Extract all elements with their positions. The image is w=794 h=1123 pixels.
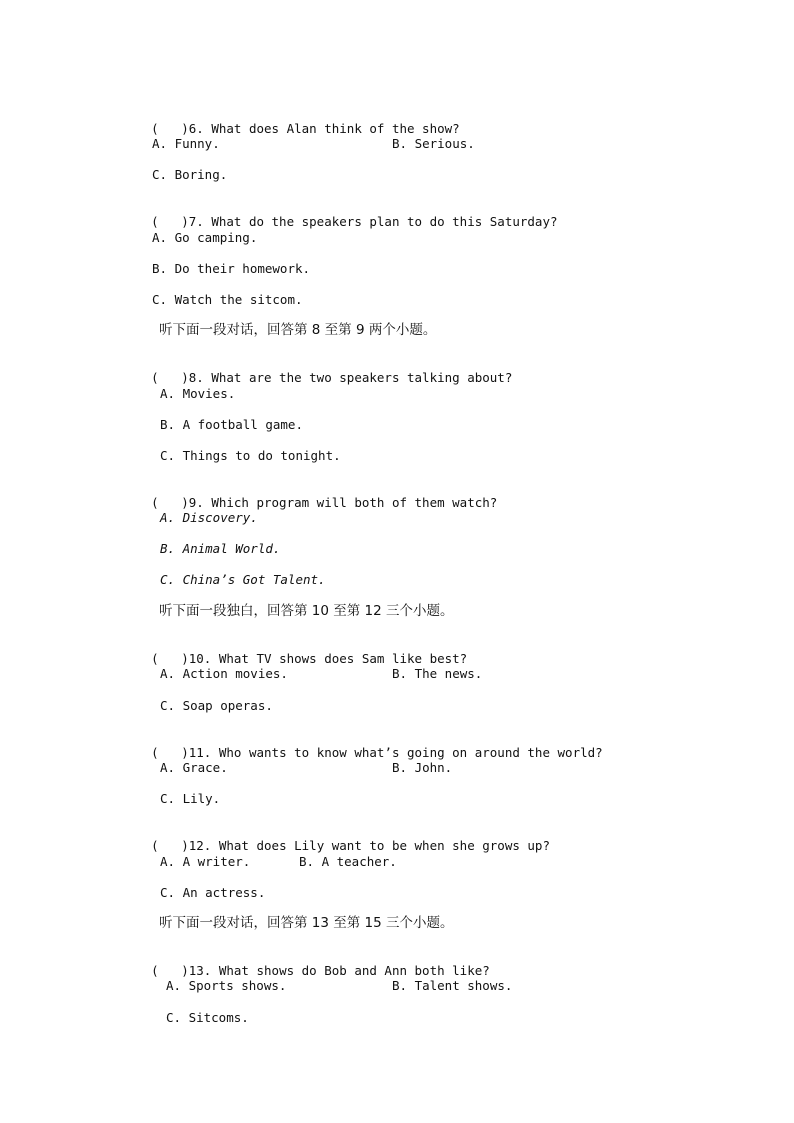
q7-option-c: C. Watch the sitcom.: [152, 292, 303, 307]
question-6-text: What does Alan think of the show?: [211, 121, 460, 136]
question-10-text: What TV shows does Sam like best?: [218, 651, 468, 666]
question-9-prefix: ( )9.: [151, 495, 204, 510]
section-instruction-10-12: 听下面一段独白，回答第 10 至第 12 三个小题。: [159, 603, 454, 619]
q9-option-c: C. China’s Got Talent.: [160, 572, 326, 587]
question-7-prefix: ( )7.: [151, 214, 204, 229]
q7-option-b: B. Do their homework.: [152, 261, 311, 276]
question-12-text: What does Lily want to be when she grows up?: [218, 838, 550, 853]
q9-option-a: A. Discovery.: [160, 510, 258, 525]
section-instruction-13-15: 听下面一段对话，回答第 13 至第 15 三个小题。: [159, 915, 454, 931]
question-11-text: Who wants to know what’s going on around the world?: [218, 745, 603, 760]
q12-option-a: A. A writer.: [160, 854, 251, 869]
q7-option-a: A. Go camping.: [152, 230, 258, 245]
question-11-prefix: ( )11.: [151, 745, 212, 760]
q6-option-b: B. Serious.: [392, 136, 475, 151]
q13-option-a: A. Sports shows.: [166, 978, 287, 993]
question-12-prefix: ( )12.: [151, 838, 212, 853]
q12-option-b: B. A teacher.: [299, 854, 397, 869]
question-6-prefix: ( )6.: [151, 121, 204, 136]
question-13-prefix: ( )13.: [151, 963, 212, 978]
q10-option-b: B. The news.: [392, 666, 483, 681]
q8-option-c: C. Things to do tonight.: [160, 448, 341, 463]
question-10-prefix: ( )10.: [151, 651, 212, 666]
q8-option-b: B. A football game.: [160, 417, 303, 432]
question-8-prefix: ( )8.: [151, 370, 204, 385]
q13-option-c: C. Sitcoms.: [166, 1010, 249, 1025]
q12-option-c: C. An actress.: [160, 885, 266, 900]
q10-option-c: C. Soap operas.: [160, 698, 273, 713]
q10-option-a: A. Action movies.: [160, 666, 288, 681]
q11-option-b: B. John.: [392, 760, 453, 775]
q11-option-c: C. Lily.: [160, 791, 221, 806]
question-9-text: Which program will both of them watch?: [211, 495, 498, 510]
question-7-text: What do the speakers plan to do this Saturday?: [211, 214, 558, 229]
question-13-text: What shows do Bob and Ann both like?: [218, 963, 490, 978]
section-instruction-8-9: 听下面一段对话，回答第 8 至第 9 两个小题。: [159, 322, 437, 338]
question-8-text: What are the two speakers talking about?: [211, 370, 513, 385]
q8-option-a: A. Movies.: [160, 386, 236, 401]
q11-option-a: A. Grace.: [160, 760, 228, 775]
q6-option-c: C. Boring.: [152, 167, 228, 182]
q6-option-a: A. Funny.: [152, 136, 220, 151]
q13-option-b: B. Talent shows.: [392, 978, 513, 993]
q9-option-b: B. Animal World.: [160, 541, 281, 556]
